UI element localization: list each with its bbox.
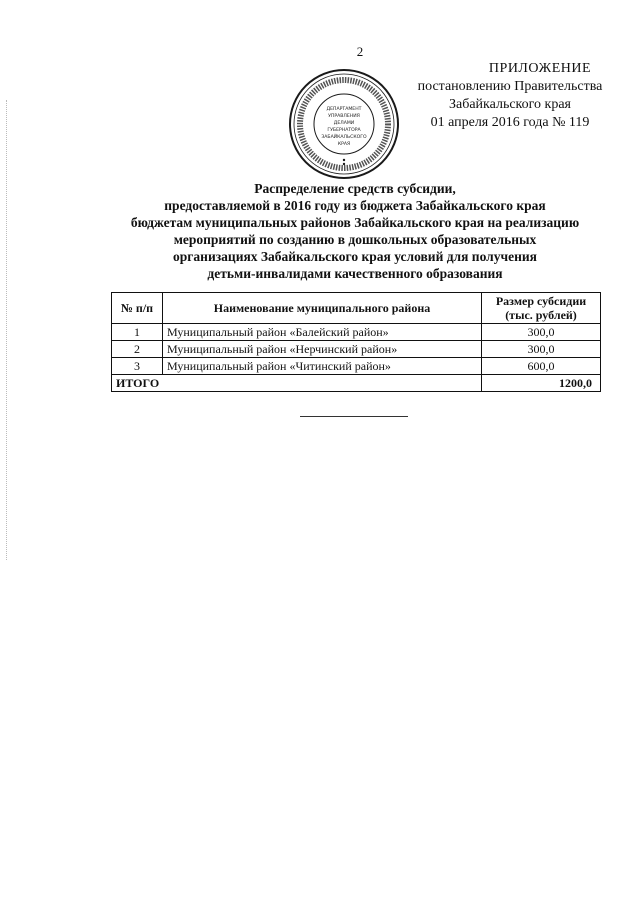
row-name: Муниципальный район «Нерчинский район» xyxy=(163,341,482,358)
row-name: Муниципальный район «Читинский район» xyxy=(163,358,482,375)
subsidy-table xyxy=(111,292,601,392)
stamp-text-5: ЗАБАЙКАЛЬСКОГО xyxy=(321,135,367,140)
row-amount: 600,0 xyxy=(482,358,601,375)
appendix-line-date: 01 апреля 2016 года № 119 xyxy=(430,115,590,130)
page-number: 2 xyxy=(356,44,364,59)
row-num: 2 xyxy=(112,341,163,358)
row-name: Муниципальный район «Балейский район» xyxy=(163,324,482,341)
scan-margin-dots xyxy=(6,100,8,560)
title-line-4: мероприятий по созданию в дошкольных образовательных xyxy=(173,232,537,247)
document-title xyxy=(100,180,610,282)
row-amount: 300,0 xyxy=(482,341,601,358)
stamp-text-2: УПРАВЛЕНИЯ xyxy=(328,114,360,119)
stamp-text-3: ДЕЛАМИ xyxy=(333,121,355,126)
header-amount-line1: Размер субсидии xyxy=(495,294,587,308)
appendix-header xyxy=(380,60,640,132)
stamp-text-6: КРАЯ xyxy=(337,142,351,147)
stamp-text-1: ДЕПАРТАМЕНТ xyxy=(326,107,362,112)
stamp-text-4: ГУБЕРНАТОРА xyxy=(327,128,361,133)
header-num: № п/п xyxy=(112,293,163,324)
table-row xyxy=(112,324,601,341)
title-line-2: предоставляемой в 2016 году из бюджета Забайкальского края xyxy=(164,198,546,213)
appendix-line-resolution: постановлению Правительства xyxy=(417,79,603,94)
row-num: 1 xyxy=(112,324,163,341)
title-line-1: Распределение средств субсидии, xyxy=(254,181,456,196)
table-row xyxy=(112,358,601,375)
title-line-3: бюджетам муниципальных районов Забайкальского края на реализацию xyxy=(130,215,580,230)
table-header-row xyxy=(112,293,601,324)
title-line-6: детьми-инвалидами качественного образования xyxy=(207,266,503,281)
title-line-5: организациях Забайкальского края условий для получения xyxy=(173,249,537,264)
header-amount-line2: (тыс. рублей) xyxy=(505,308,577,322)
row-num: 3 xyxy=(112,358,163,375)
total-amount: 1200,0 xyxy=(482,375,601,392)
appendix-label: ПРИЛОЖЕНИЕ xyxy=(488,61,592,76)
table-total-row xyxy=(112,375,601,392)
total-label: ИТОГО xyxy=(112,375,482,392)
row-amount: 300,0 xyxy=(482,324,601,341)
table-row xyxy=(112,341,601,358)
header-name: Наименование муниципального района xyxy=(163,293,482,324)
header-amount xyxy=(482,293,601,324)
appendix-line-region: Забайкальского края xyxy=(448,97,571,112)
end-divider xyxy=(300,416,408,417)
official-stamp xyxy=(288,68,400,180)
